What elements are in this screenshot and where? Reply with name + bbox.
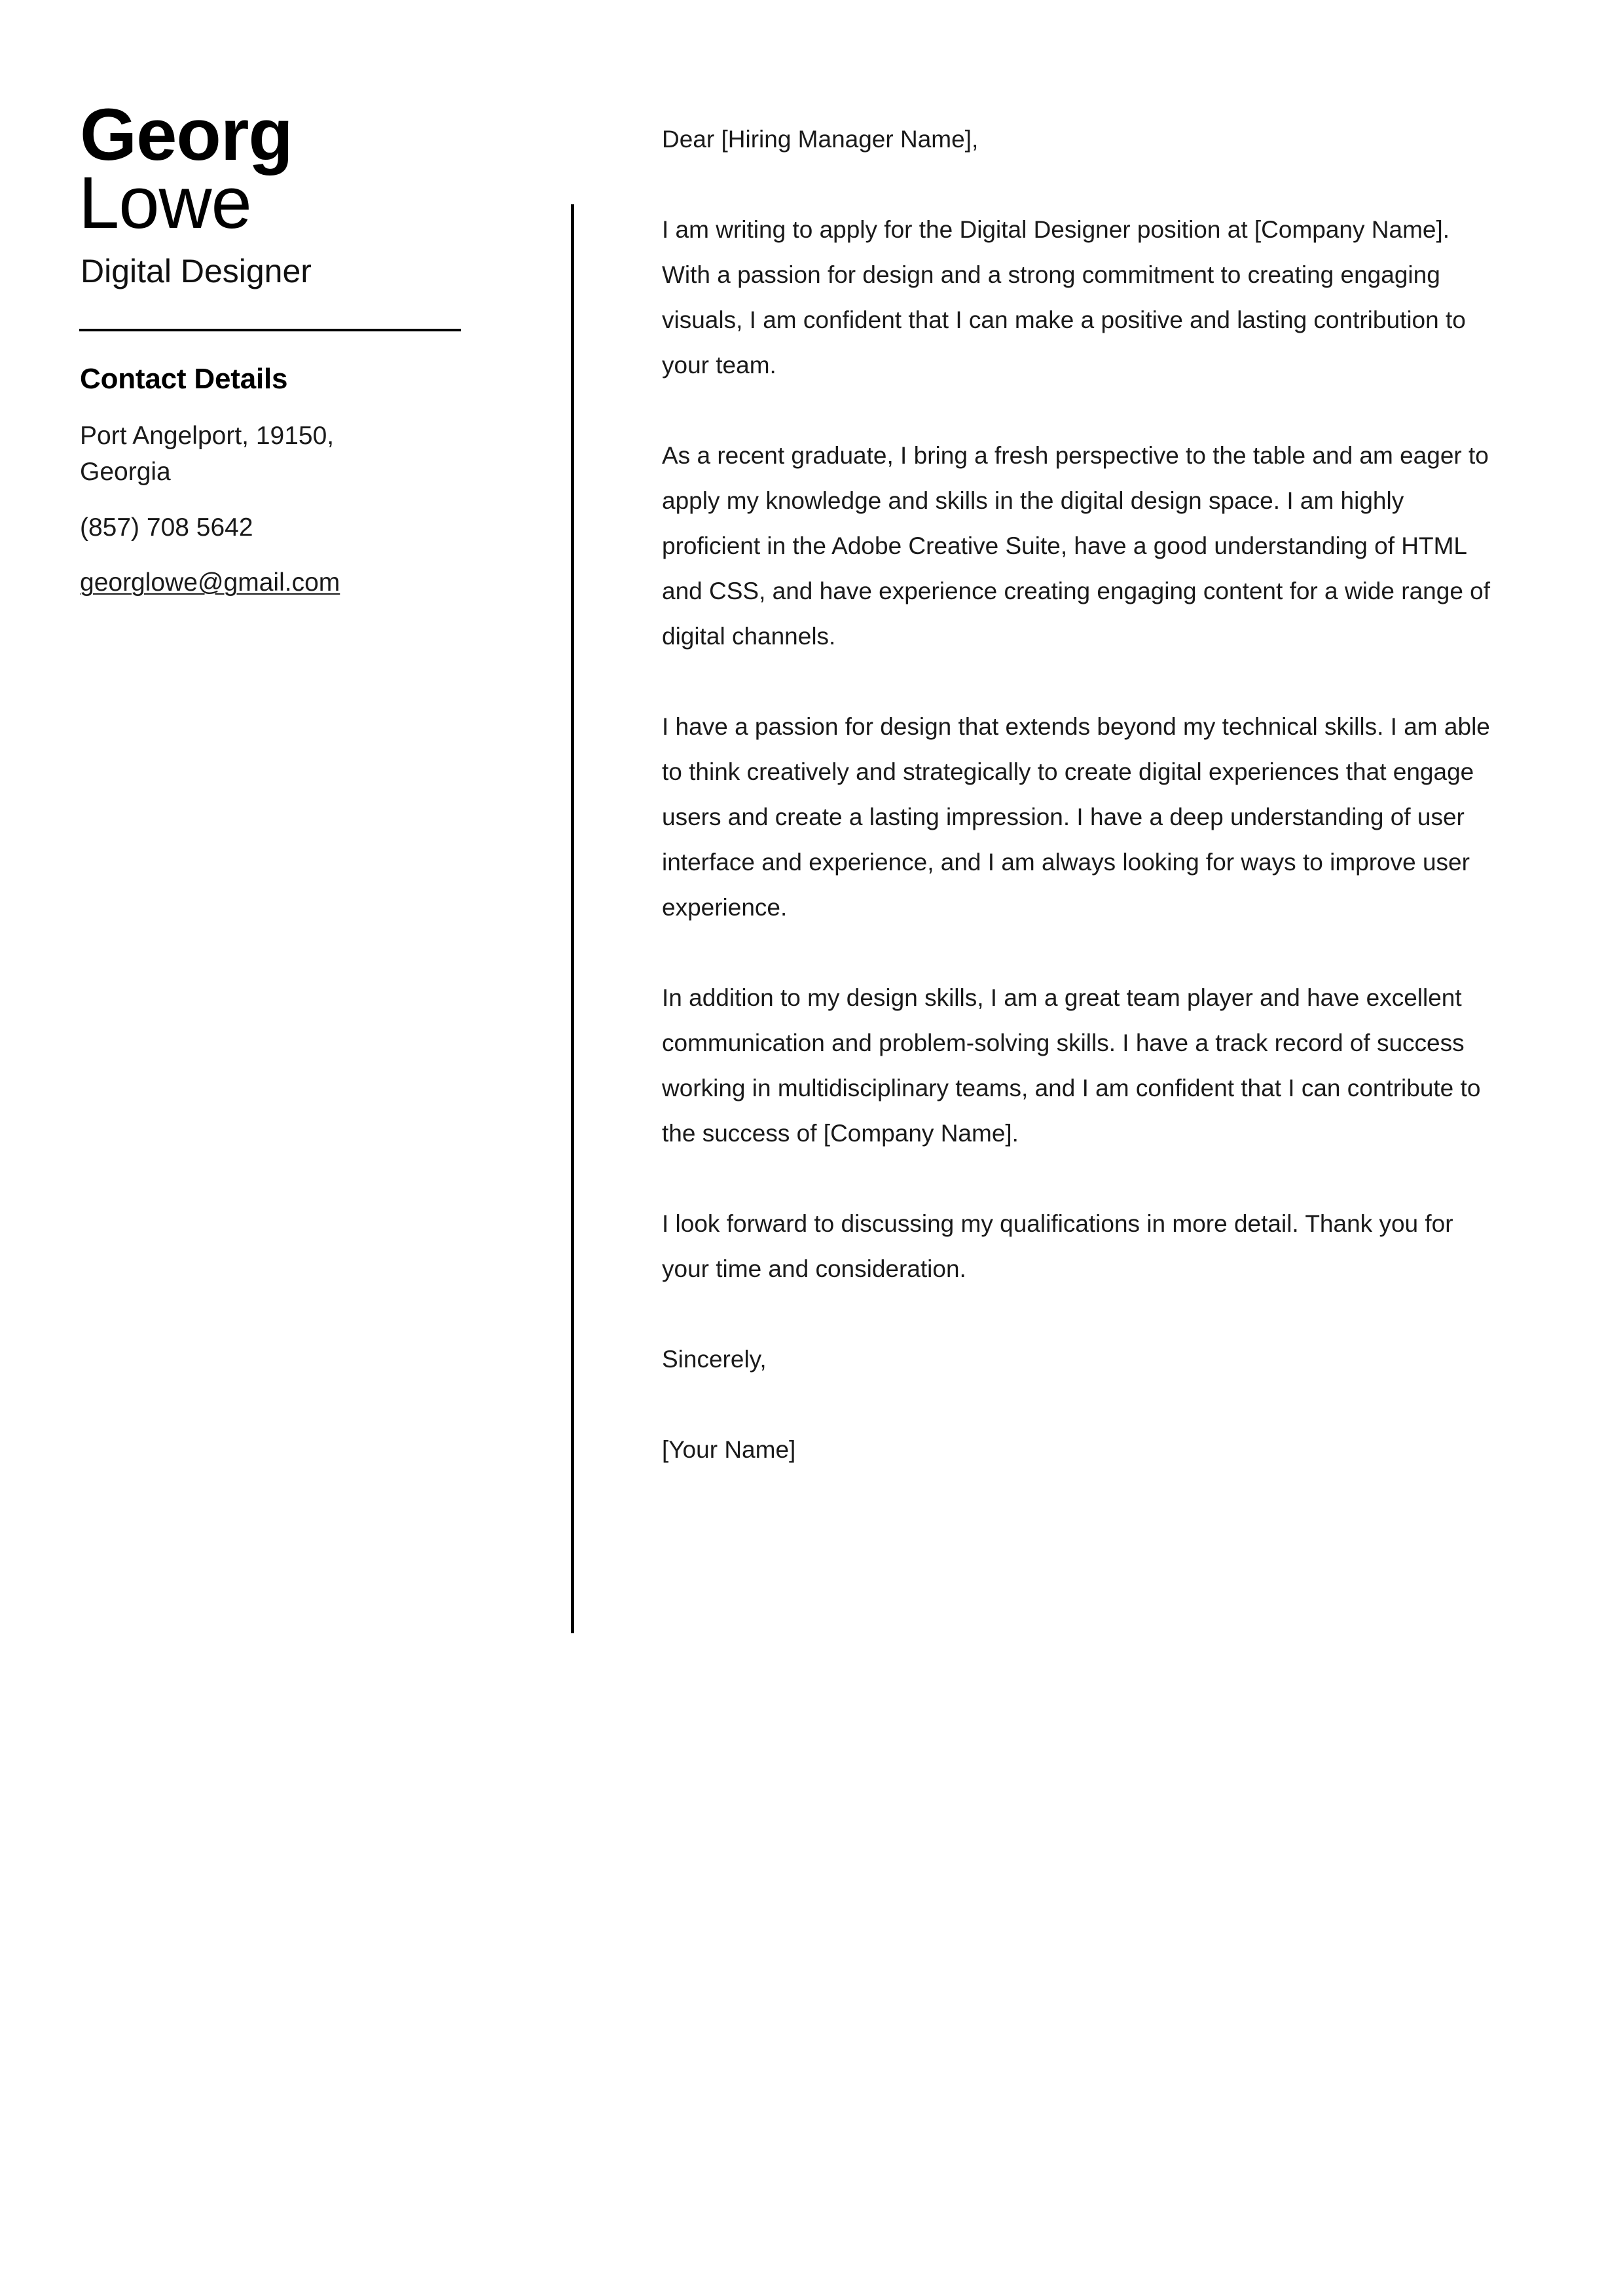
letter-closing: Sincerely, (662, 1346, 767, 1373)
contact-phone[interactable]: (857) 708 5642 (80, 513, 253, 542)
letter-paragraph-2: As a recent graduate, I bring a fresh perspective to the table and am eager to apply my knowledge and skills in the digital design space. I am highly proficient in the Adobe Creative Suite, have a good understanding of HTML and CSS, and have experience creating engaging content for a wide range of digital channels. (662, 442, 1491, 650)
sidebar (79, 94, 471, 601)
letter-paragraph-5: I look forward to discussing my qualifications in more detail. Thank you for your time and consideration. (662, 1210, 1453, 1282)
letter-paragraph-1: I am writing to apply for the Digital Designer position at [Company Name]. With a passion for design and a strong commitment to creating engaging visuals, I am confident that I can make a positive and lasting contribution to your team. (662, 216, 1466, 379)
letter-paragraph-4: In addition to my design skills, I am a great team player and have excellent communication and problem-solving skills. I have a track record of success working in multidisciplinary teams, and I am confident that I can contribute to the success of [Company Name]. (662, 984, 1481, 1147)
candidate-first-name: Georg (80, 94, 293, 176)
job-title: Digital Designer (81, 253, 312, 289)
letter-salutation: Dear [Hiring Manager Name], (662, 126, 979, 153)
vertical-divider (571, 204, 574, 1633)
candidate-name (79, 94, 471, 244)
contact-details-list (80, 418, 471, 601)
contact-email[interactable]: georglowe@gmail.com (80, 568, 340, 597)
letter-paragraph-3: I have a passion for design that extends beyond my technical skills. I am able to think creatively and strategically to create digital experiences that engage users and create a lasting impression. I have a deep understanding of user interface and experience, and I am always looking for ways to improve user experience. (662, 713, 1490, 921)
letter-body (662, 117, 1495, 1472)
letter-signature: [Your Name] (662, 1436, 796, 1463)
candidate-last-name: Lowe (79, 162, 251, 244)
sidebar-divider-rule (79, 329, 461, 331)
contact-details-heading: Contact Details (80, 363, 288, 395)
contact-address: Port Angelport, 19150, Georgia (80, 422, 335, 487)
